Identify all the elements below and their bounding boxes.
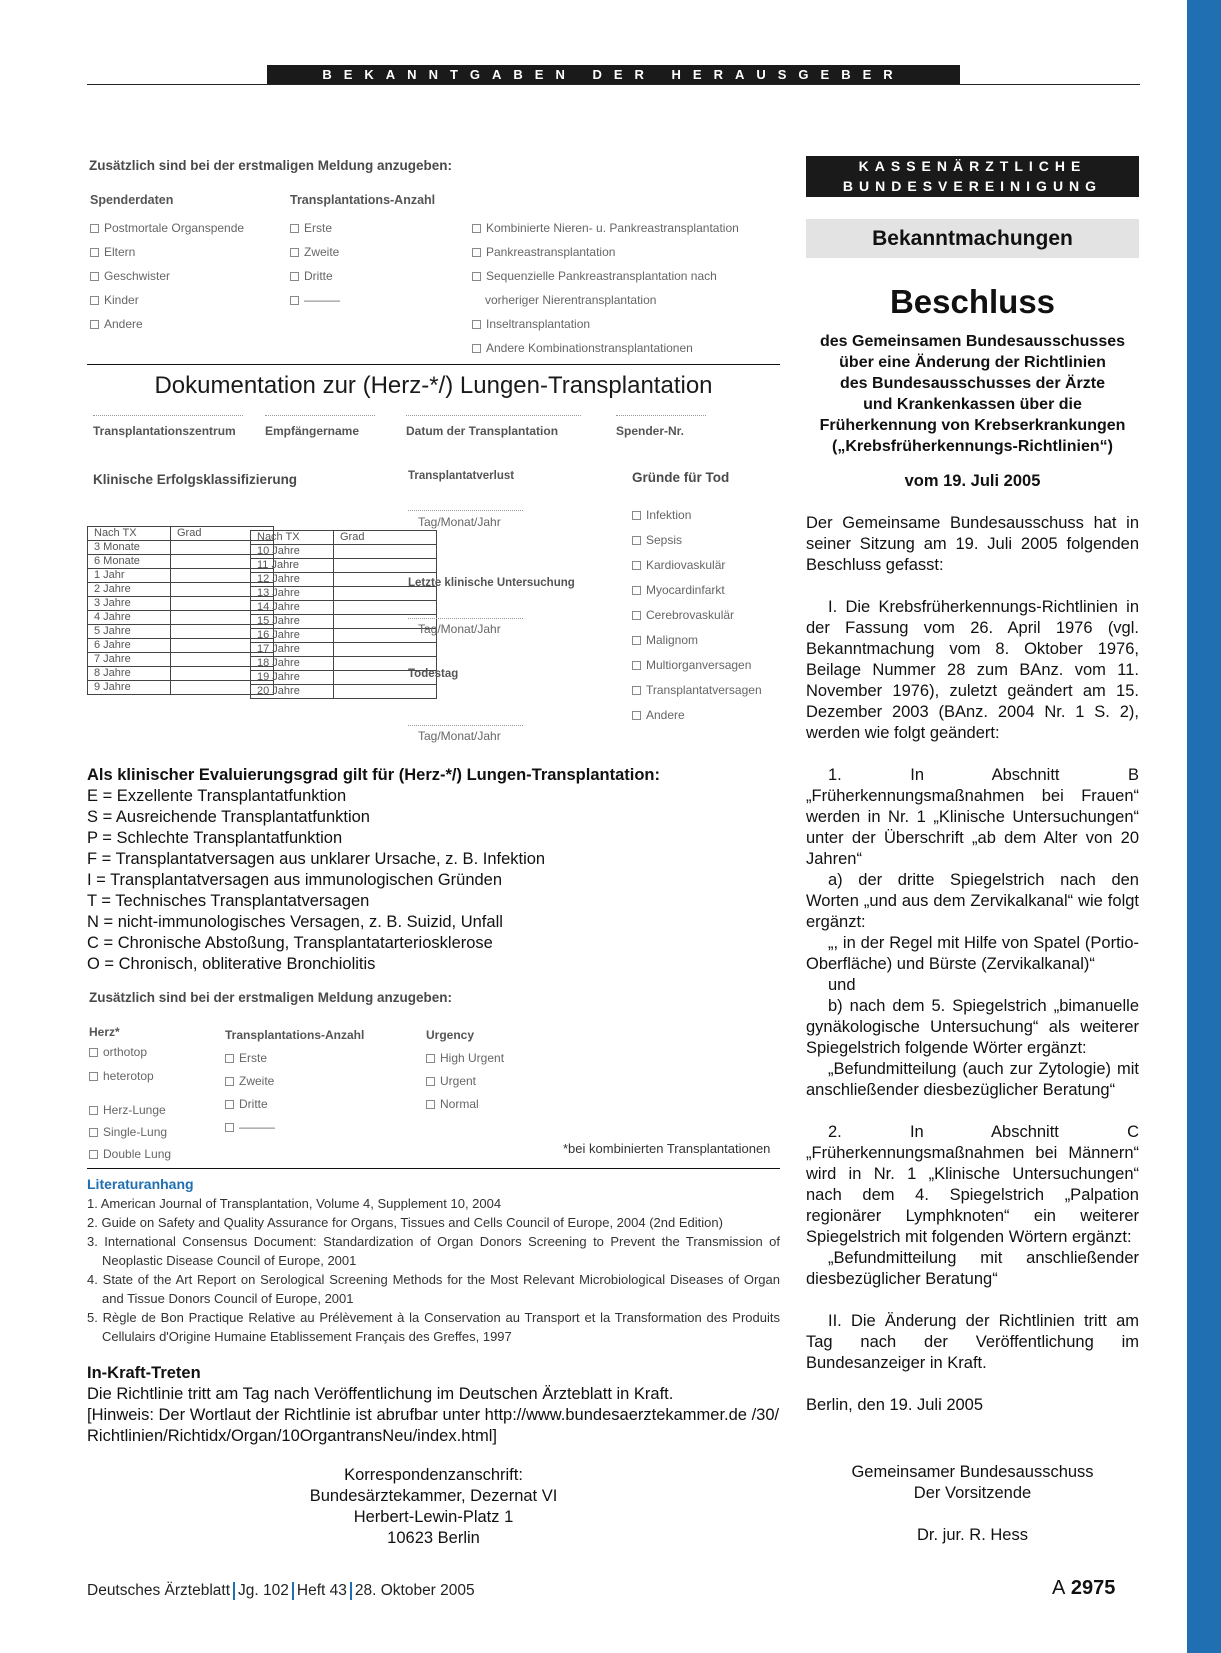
checkbox-icon — [632, 661, 641, 670]
table-row: 18 Jahre — [251, 657, 437, 671]
checkbox-icon — [632, 586, 641, 595]
checkbox-icon — [225, 1123, 234, 1132]
list-item: Myocardinfarkt — [632, 578, 762, 603]
checkbox-icon — [290, 224, 299, 233]
verlust-date: Tag/Monat/Jahr — [418, 515, 501, 529]
table-row: 6 Jahre — [88, 639, 274, 653]
checkbox-icon — [225, 1100, 234, 1109]
table-row: 2 Jahre — [88, 583, 274, 597]
field-line — [265, 415, 375, 416]
issue: Heft 43 — [296, 1582, 347, 1600]
list-item: Malignom — [632, 628, 762, 653]
list-item: heterotop — [89, 1066, 171, 1086]
evaluation-line: N = nicht-immunologisches Versagen, z. B. Suizid, Unfall — [87, 913, 503, 931]
table-row: Nach TX Grad — [88, 527, 274, 541]
checkbox-icon — [472, 320, 481, 329]
checkbox-icon — [290, 296, 299, 305]
form-bottom-col2 — [225, 1024, 364, 1139]
field-line — [93, 415, 243, 416]
field-line — [408, 510, 523, 511]
checkbox-icon — [632, 536, 641, 545]
list-item: Kinder — [90, 288, 244, 312]
reference-item: 1. American Journal of Transplantation, Volume 4, Supplement 10, 2004 — [87, 1196, 502, 1211]
checkbox-icon — [89, 1150, 98, 1159]
letzte-date: Tag/Monat/Jahr — [418, 622, 501, 636]
checkbox-icon — [632, 711, 641, 720]
table-row: 17 Jahre — [251, 643, 437, 657]
field-empfaengername: Empfängername — [265, 424, 360, 438]
paragraph: „, in der Regel mit Hilfe von Spatel (Portio-Oberfläche) und Bürste (Zervikalkanal)“ — [806, 934, 1139, 973]
checkbox-icon — [632, 611, 641, 620]
checkbox-icon — [90, 248, 99, 257]
paragraph: „Befundmitteilung mit anschließender diesbezüglicher Beratung“ — [806, 1249, 1139, 1288]
letzte-untersuchung: Letzte klinische Untersuchung — [408, 577, 575, 589]
evaluation-line: S = Ausreichende Transplantatfunktion — [87, 808, 370, 826]
evaluation-line: F = Transplantatversagen aus unklarer Ursache, z. B. Infektion — [87, 850, 546, 868]
list-item: Dritte — [225, 1093, 364, 1116]
form-bottom-title: Zusätzlich sind bei der erstmaligen Meldung anzugeben: — [89, 990, 453, 1005]
table-row: 3 Monate — [88, 541, 274, 555]
evaluation-line: P = Schlechte Transplantatfunktion — [87, 829, 343, 847]
checkbox-icon — [90, 320, 99, 329]
table-row: 7 Jahre — [88, 653, 274, 667]
checkbox-icon — [472, 248, 481, 257]
inkraft-text: Die Richtlinie tritt am Tag nach Veröffentlichung im Deutschen Ärzteblatt in Kraft. — [87, 1385, 674, 1403]
list-item: Geschwister — [90, 264, 244, 288]
list-item: Single-Lung — [89, 1122, 171, 1142]
reference-item: 3. International Consensus Document: Standardization of Organ Donors Screening to Prevent the Transmission of Neoplastic Disease Council of Europe, 2001 — [87, 1234, 780, 1268]
list-item: Urgent — [426, 1070, 504, 1093]
list-item: Erste — [225, 1047, 364, 1070]
checkbox-icon — [632, 511, 641, 520]
checkbox-icon — [290, 272, 299, 281]
paragraph: I. Die Krebsfrüherkennungs-Richtlinien in der Fassung vom 26. April 1976 (vgl. Bekanntmachung vom 8. Oktober 1976, Beilage Nummer 28 zum BAnz. vom 11. November 1976), zuletzt geändert am 15. Dezember 2003 (BAnz. 2004 Nr. 1 S. 2), werden wie folgt geändert: — [806, 598, 1139, 742]
table-row: 4 Jahre — [88, 611, 274, 625]
paragraph: und — [828, 976, 856, 994]
list-item: orthotop — [89, 1042, 171, 1062]
inkraft-hinweis: [Hinweis: Der Wortlaut der Richtlinie ist abrufbar unter http://www.bundesaerztekammer.de /30/Richtlinien/Richtidx/Organ/10OrgantransNeu/index.html] — [87, 1406, 780, 1445]
evaluation-line: T = Technisches Transplantatversagen — [87, 892, 370, 910]
bekanntmachungen-label: Bekanntmachungen — [806, 219, 1139, 258]
signature-org: Gemeinsamer Bundesausschuss — [851, 1463, 1094, 1481]
beschluss-title: Beschluss — [889, 283, 1056, 320]
form-bottom-col3 — [426, 1024, 504, 1116]
paragraph: 2. In Abschnitt C „Früherkennungsmaßnahmen bei Männern“ wird in Nr. 1 „Klinische Untersuchungen“ nach dem 4. Spiegelstrich „Palpation regionärer Lymphknoten“ ein weiterer Spiegelstrich mit folgenden Wörtern ergänzt: — [806, 1123, 1139, 1246]
reference-item: 4. State of the Art Report on Serological Screening Methods for the Most Relevant Microbiological Diseases of Organ and Tissue Donors Council of Europe, 2001 — [87, 1272, 780, 1306]
table-row: 9 Jahre — [88, 681, 274, 695]
todestag: Todestag — [408, 668, 459, 680]
form-top-col2-head: Transplantations-Anzahl — [290, 193, 436, 207]
evaluation-line: I = Transplantatversagen aus immunologischen Gründen — [87, 871, 503, 889]
form-top-col3 — [472, 216, 739, 360]
form-divider — [87, 364, 780, 365]
form-bottom-col1-head: Herz* — [89, 1025, 120, 1039]
paragraph: a) der dritte Spiegelstrich nach den Worten „und aus dem Zervikalkanal“ wie folgt ergänzt: — [806, 871, 1139, 931]
form-top-col1 — [90, 216, 244, 336]
checkbox-icon — [90, 272, 99, 281]
doc-title: Dokumentation zur (Herz-*/) Lungen-Transplantation — [154, 372, 713, 399]
list-item: ——— — [225, 1116, 364, 1139]
paragraph: Berlin, den 19. Juli 2005 — [806, 1396, 984, 1414]
evaluation-heading: Als klinischer Evaluierungsgrad gilt für (Herz-*/) Lungen-Transplantation: — [87, 766, 660, 784]
page-number: A 2975 — [1052, 1577, 1116, 1599]
inkraft-section — [87, 1363, 780, 1447]
list-item: Kombinierte Nieren- u. Pankreastransplantation — [472, 216, 739, 240]
section-banner: BEKANNTGABEN DER HERAUSGEBER — [267, 65, 960, 84]
field-line — [406, 415, 581, 416]
table-row: 11 Jahre — [251, 559, 437, 573]
list-item: Erste — [290, 216, 340, 240]
paragraph: Der Gemeinsame Bundesausschuss hat in seiner Sitzung am 19. Juli 2005 folgenden Beschluss gefasst: — [806, 514, 1139, 574]
references-heading: Literaturanhang — [87, 1176, 194, 1192]
checkbox-icon — [90, 224, 99, 233]
checkbox-icon — [89, 1128, 98, 1137]
field-line — [616, 415, 706, 416]
table-row: 14 Jahre — [251, 601, 437, 615]
form-top-title: Zusätzlich sind bei der erstmaligen Meldung anzugeben: — [89, 158, 453, 173]
list-item: Andere — [90, 312, 244, 336]
signature-name: Dr. jur. R. Hess — [917, 1526, 1028, 1544]
todestag-date: Tag/Monat/Jahr — [418, 729, 501, 743]
paragraph: II. Die Änderung der Richtlinien tritt am Tag nach der Veröffentlichung im Bundesanzeiger in Kraft. — [806, 1312, 1139, 1372]
list-item: Inseltransplantation — [472, 312, 739, 336]
paragraph: 1. In Abschnitt B „Früherkennungsmaßnahmen bei Frauen“ werden in Nr. 1 „Klinische Untersuchungen“ unter der Überschrift „ab dem Alter von 20 Jahren“ — [806, 766, 1139, 868]
checkbox-icon — [89, 1048, 98, 1057]
evaluation-line: C = Chronische Abstoßung, Transplantatarteriosklerose — [87, 934, 493, 952]
beschluss-date: vom 19. Juli 2005 — [904, 472, 1041, 490]
table-row: 19 Jahre — [251, 671, 437, 685]
table-row: 12 Jahre — [251, 573, 437, 587]
list-item: Andere Kombinationstransplantationen — [472, 336, 739, 360]
field-datum: Datum der Transplantation — [406, 424, 559, 438]
list-item: Cerebrovaskulär — [632, 603, 762, 628]
checkbox-icon — [426, 1077, 435, 1086]
checkbox-icon — [632, 561, 641, 570]
list-item: Pankreastransplantation — [472, 240, 739, 264]
list-item: Double Lung — [89, 1144, 171, 1164]
paragraph: b) nach dem 5. Spiegelstrich „bimanuelle gynäkologische Untersuchung“ als weiterer Spiegelstrich folgende Wörter ergänzt: — [806, 997, 1139, 1057]
checkbox-icon — [89, 1106, 98, 1115]
table-row: Nach TX Grad — [251, 531, 437, 545]
list-item: Zweite — [290, 240, 340, 264]
field-transplantationszentrum: Transplantationszentrum — [93, 424, 236, 438]
field-spender-nr: Spender-Nr. — [616, 424, 685, 438]
table-row: 3 Jahre — [88, 597, 274, 611]
checkbox-icon — [632, 636, 641, 645]
list-item: Herz-Lunge — [89, 1100, 171, 1120]
evaluation-line: E = Exzellente Transplantatfunktion — [87, 787, 347, 805]
evaluation-line: O = Chronisch, obliterative Bronchiolitis — [87, 955, 376, 973]
list-item: Normal — [426, 1093, 504, 1116]
klin-head: Klinische Erfolgsklassifizierung — [93, 472, 298, 487]
checkbox-icon — [632, 686, 641, 695]
tod-head: Gründe für Tod — [632, 470, 730, 485]
list-item: High Urgent — [426, 1047, 504, 1070]
paragraph: „Befundmitteilung (auch zur Zytologie) mit anschließender diesbezüglicher Beratung“ — [806, 1060, 1139, 1099]
volume: Jg. 102 — [238, 1582, 289, 1600]
checkbox-icon — [290, 248, 299, 257]
table-row: 1 Jahr — [88, 569, 274, 583]
signature-role: Der Vorsitzende — [913, 1484, 1032, 1502]
evaluation-block — [87, 765, 660, 975]
checkbox-icon — [472, 344, 481, 353]
verlust-head: Transplantatverlust — [408, 470, 515, 482]
references — [87, 1175, 780, 1346]
list-item: vorheriger Nierentransplantation — [485, 293, 657, 307]
table-row: 5 Jahre — [88, 625, 274, 639]
references-divider — [87, 1168, 780, 1169]
beschluss-body — [806, 513, 1139, 1416]
journal-name: Deutsches Ärzteblatt — [87, 1582, 231, 1600]
list-item: Sepsis — [632, 528, 762, 553]
table-row: 20 Jahre — [251, 685, 437, 699]
checkbox-icon — [472, 272, 481, 281]
checkbox-icon — [90, 296, 99, 305]
list-item: Transplantatversagen — [632, 678, 762, 703]
form-bottom-col2-head: Transplantations-Anzahl — [225, 1028, 365, 1042]
list-item: Dritte — [290, 264, 340, 288]
checkbox-icon — [89, 1072, 98, 1081]
form-bottom-col1 — [89, 1022, 171, 1164]
beschluss-subhead: des Gemeinsamen Bundesausschusses über eine Änderung der Richtlinien des Bundesausschusses der Ärzte und Krankenkassen über die Früherkennung von Krebserkrankungen („Krebsfrüherkennungs-Richtlinien“) — [819, 333, 1126, 455]
checkbox-icon — [426, 1100, 435, 1109]
field-line — [408, 618, 523, 619]
list-item: Postmortale Organspende — [90, 216, 244, 240]
list-item: Sequenzielle Pankreastransplantation nach — [472, 264, 739, 288]
list-item: Infektion — [632, 503, 762, 528]
list-item: ——— — [290, 288, 340, 312]
table-row: 6 Monate — [88, 555, 274, 569]
form-bottom-col3-head: Urgency — [426, 1028, 475, 1042]
field-line — [408, 725, 523, 726]
side-color-bar — [1187, 0, 1221, 1653]
checkbox-icon — [225, 1077, 234, 1086]
form-top-col2 — [290, 216, 340, 312]
list-item: Kardiovaskulär — [632, 553, 762, 578]
list-item: Andere — [632, 703, 762, 728]
table-row: 13 Jahre — [251, 587, 437, 601]
kbv-banner: KASSENÄRZTLICHE BUNDESVEREINIGUNG — [806, 156, 1139, 197]
evaluation-table-1 — [87, 526, 274, 695]
correspondence-address: Korrespondenzanschrift: Bundesärztekammer, Dezernat VI Herbert-Lewin-Platz 1 10623 Berlin — [309, 1466, 558, 1547]
checkbox-icon — [225, 1054, 234, 1063]
reference-item: 2. Guide on Safety and Quality Assurance for Organs, Tissues and Cells Council of Europe, 2004 (2nd Edition) — [87, 1215, 723, 1230]
checkbox-icon — [472, 224, 481, 233]
footnote: *bei kombinierten Transplantationen — [563, 1141, 771, 1156]
table-row: 8 Jahre — [88, 667, 274, 681]
list-item: Eltern — [90, 240, 244, 264]
list-item: Zweite — [225, 1070, 364, 1093]
header-rule — [87, 84, 1140, 85]
reference-item: 5. Règle de Bon Practique Relative au Prélèvement à la Conservation au Transport et la Transformation des Produits Cellulairs d'Origine Humaine Etablissement Français des Greffes, 1997 — [87, 1310, 780, 1344]
footer-citation — [87, 1582, 475, 1600]
issue-date: 28. Oktober 2005 — [354, 1582, 475, 1600]
checkbox-icon — [426, 1054, 435, 1063]
tod-list — [632, 503, 762, 728]
inkraft-heading: In-Kraft-Treten — [87, 1364, 201, 1382]
form-top-col1-head: Spenderdaten — [90, 193, 174, 207]
table-row: 10 Jahre — [251, 545, 437, 559]
list-item: Multiorganversagen — [632, 653, 762, 678]
table-row: 15 Jahre — [251, 615, 437, 629]
table-row: 16 Jahre — [251, 629, 437, 643]
